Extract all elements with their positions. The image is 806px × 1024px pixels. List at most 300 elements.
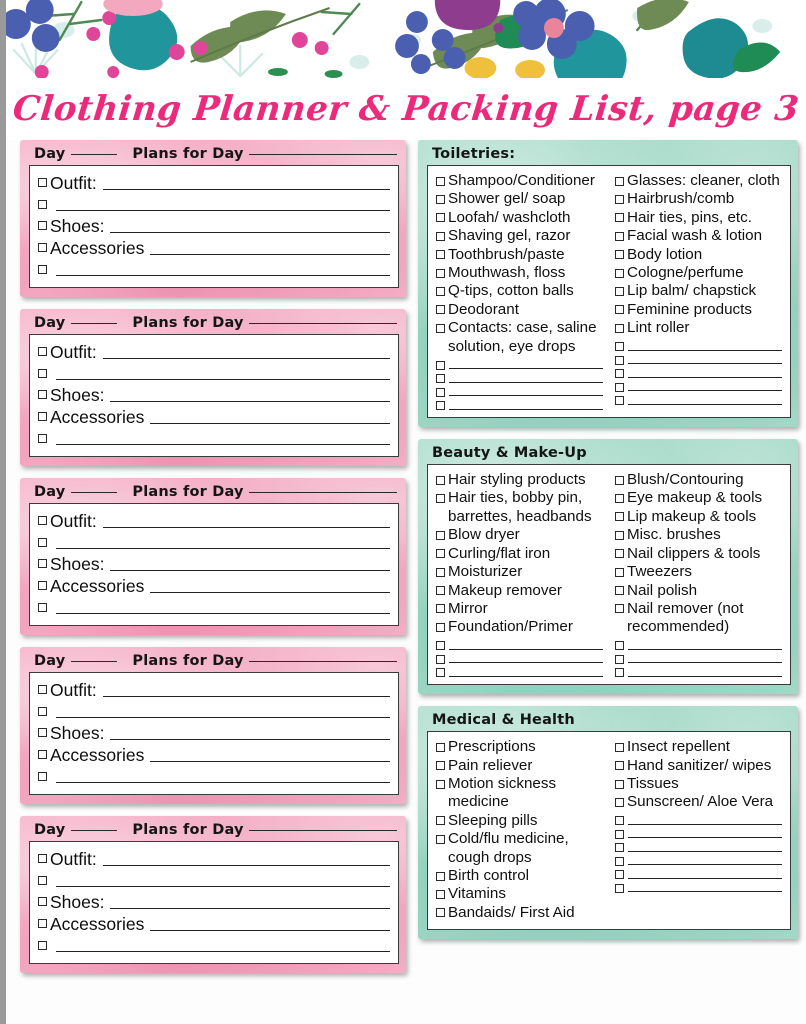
checkbox-icon[interactable] <box>615 843 624 852</box>
list-item-label: Makeup remover <box>448 581 562 599</box>
day-label: Day <box>34 484 66 500</box>
day-card-row[interactable] <box>38 679 390 701</box>
list-item-blank[interactable] <box>436 356 603 370</box>
plans-blank-rule[interactable] <box>249 154 397 155</box>
list-item-label: Nail clippers & tools <box>627 544 761 562</box>
list-item[interactable] <box>615 793 782 811</box>
floral-banner-art <box>6 0 806 78</box>
checkbox-icon[interactable] <box>615 195 624 204</box>
list-item-blank[interactable] <box>615 852 782 866</box>
day-card-row[interactable] <box>38 766 390 787</box>
list-item-label: Lip balm/ chapstick <box>627 282 757 300</box>
list-item[interactable] <box>436 301 603 319</box>
checkbox-icon[interactable] <box>38 200 47 209</box>
day-card-row[interactable] <box>38 237 390 259</box>
list-item-blank[interactable] <box>615 825 782 839</box>
checkbox-icon[interactable] <box>38 390 47 399</box>
write-in-line[interactable] <box>56 194 390 211</box>
day-row-label: Accessories <box>50 914 145 934</box>
list-item[interactable] <box>436 904 603 922</box>
checkbox-icon[interactable] <box>436 213 445 222</box>
list-item[interactable] <box>436 738 603 756</box>
list-item-label: Nail remover (not recommended) <box>627 599 744 636</box>
checkbox-icon[interactable] <box>615 494 624 503</box>
day-card-row[interactable] <box>38 259 390 280</box>
checkbox-icon[interactable] <box>436 623 445 632</box>
checkbox-icon[interactable] <box>38 772 47 781</box>
checkbox-icon[interactable] <box>615 761 624 770</box>
write-in-line[interactable] <box>56 532 390 549</box>
checkbox-icon[interactable] <box>615 604 624 613</box>
checkbox-icon[interactable] <box>615 641 624 650</box>
write-in-line[interactable] <box>56 935 390 952</box>
write-in-line[interactable] <box>150 576 390 593</box>
write-in-line[interactable] <box>56 701 390 718</box>
checkbox-icon[interactable] <box>436 494 445 503</box>
list-item[interactable] <box>436 867 603 885</box>
list-item-label: Body lotion <box>627 245 703 263</box>
write-in-line[interactable] <box>56 870 390 887</box>
list-item[interactable] <box>615 775 782 793</box>
main-content <box>6 140 806 985</box>
day-card-header <box>29 651 399 672</box>
write-in-line[interactable] <box>628 392 782 405</box>
checkbox-icon[interactable] <box>436 177 445 186</box>
checkbox-icon[interactable] <box>615 586 624 595</box>
list-item[interactable] <box>615 471 782 489</box>
day-row-label: Outfit: <box>50 511 97 531</box>
day-card <box>20 309 406 466</box>
checkbox-icon[interactable] <box>615 743 624 752</box>
day-blank-rule[interactable] <box>71 154 117 155</box>
checkbox-icon[interactable] <box>615 287 624 296</box>
day-card-row[interactable] <box>38 428 390 449</box>
checkbox-icon[interactable] <box>615 250 624 259</box>
plans-blank-rule[interactable] <box>249 661 397 662</box>
checkbox-icon[interactable] <box>38 685 47 694</box>
checkbox-icon[interactable] <box>436 908 445 917</box>
checkbox-icon[interactable] <box>38 919 47 928</box>
day-card-row[interactable] <box>38 194 390 215</box>
day-card-row[interactable] <box>38 744 390 766</box>
checkbox-icon[interactable] <box>615 177 624 186</box>
checkbox-icon[interactable] <box>436 586 445 595</box>
write-in-line[interactable] <box>628 812 782 825</box>
write-in-line[interactable] <box>628 825 782 838</box>
day-row-label: Outfit: <box>50 849 97 869</box>
checkbox-icon[interactable] <box>38 538 47 547</box>
checkbox-icon[interactable] <box>615 269 624 278</box>
write-in-line[interactable] <box>110 892 390 909</box>
list-item-blank[interactable] <box>615 637 782 651</box>
day-card-row[interactable] <box>38 532 390 553</box>
list-item-blank[interactable] <box>615 812 782 826</box>
list-item-blank[interactable] <box>615 338 782 352</box>
day-card-body <box>29 672 399 795</box>
checkbox-icon[interactable] <box>615 870 624 879</box>
checkbox-icon[interactable] <box>436 195 445 204</box>
list-item-label: Pain reliever <box>448 756 533 774</box>
write-in-line[interactable] <box>56 259 390 276</box>
day-card-header <box>29 820 399 841</box>
checkbox-icon[interactable] <box>436 531 445 540</box>
checkbox-icon[interactable] <box>436 324 445 333</box>
list-item-label: Mirror <box>448 599 488 617</box>
checkbox-icon[interactable] <box>436 476 445 485</box>
checkbox-icon[interactable] <box>436 872 445 881</box>
list-item[interactable] <box>436 600 603 618</box>
write-in-line[interactable] <box>449 383 603 396</box>
checkbox-icon[interactable] <box>615 356 624 365</box>
write-in-line[interactable] <box>103 342 390 359</box>
checkbox-icon[interactable] <box>38 265 47 274</box>
day-card-row[interactable] <box>38 510 390 532</box>
checkbox-icon[interactable] <box>38 941 47 950</box>
write-in-line[interactable] <box>628 879 782 892</box>
checkbox-icon[interactable] <box>436 890 445 899</box>
checkbox-icon[interactable] <box>615 568 624 577</box>
day-card-row[interactable] <box>38 935 390 956</box>
checkbox-icon[interactable] <box>38 854 47 863</box>
write-in-line[interactable] <box>628 866 782 879</box>
checkbox-icon[interactable] <box>436 388 445 397</box>
list-item-label: Prescriptions <box>448 738 536 756</box>
write-in-line[interactable] <box>628 839 782 852</box>
checkbox-icon[interactable] <box>38 412 47 421</box>
checkbox-icon[interactable] <box>436 374 445 383</box>
checkbox-icon[interactable] <box>436 761 445 770</box>
day-row-label: Accessories <box>50 745 145 765</box>
write-in-line[interactable] <box>628 852 782 865</box>
list-item-label: Q-tips, cotton balls <box>448 282 574 300</box>
list-item[interactable] <box>615 301 782 319</box>
plans-label: Plans for Day <box>116 822 244 838</box>
day-card-row[interactable] <box>38 575 390 597</box>
list-item-blank[interactable] <box>436 650 603 664</box>
list-item-label: Blow dryer <box>448 526 520 544</box>
list-item-label: Loofah/ washcloth <box>448 208 571 226</box>
write-in-line[interactable] <box>628 365 782 378</box>
checkbox-icon[interactable] <box>615 476 624 485</box>
list-item-label: Eye makeup & tools <box>627 489 763 507</box>
write-in-line[interactable] <box>103 511 390 528</box>
write-in-line[interactable] <box>56 363 390 380</box>
list-item-label: Hair styling products <box>448 471 586 489</box>
list-item[interactable] <box>615 508 782 526</box>
write-in-line[interactable] <box>628 637 782 650</box>
checkbox-icon[interactable] <box>38 559 47 568</box>
checkbox-icon[interactable] <box>436 568 445 577</box>
plans-blank-rule[interactable] <box>249 830 397 831</box>
list-item[interactable] <box>615 600 782 637</box>
write-in-line[interactable] <box>110 723 390 740</box>
day-blank-rule[interactable] <box>71 830 117 831</box>
packing-lists-column <box>418 140 798 951</box>
day-card <box>20 140 406 297</box>
checkbox-icon[interactable] <box>615 396 624 405</box>
checkbox-icon[interactable] <box>436 743 445 752</box>
list-item-label: Glasses: cleaner, cloth <box>627 172 780 189</box>
write-in-line[interactable] <box>110 554 390 571</box>
day-card-row[interactable] <box>38 597 390 618</box>
day-card-row[interactable] <box>38 172 390 194</box>
write-in-line[interactable] <box>150 238 390 255</box>
checkbox-icon[interactable] <box>615 830 624 839</box>
day-blank-rule[interactable] <box>71 492 117 493</box>
checkbox-icon[interactable] <box>38 897 47 906</box>
list-item[interactable] <box>436 582 603 600</box>
day-card-row[interactable] <box>38 701 390 722</box>
checkbox-icon[interactable] <box>38 516 47 525</box>
list-item-blank[interactable] <box>436 637 603 651</box>
day-card-row[interactable] <box>38 848 390 870</box>
list-item[interactable] <box>615 209 782 227</box>
list-item-label: Insect repellent <box>627 738 730 756</box>
list-item-blank[interactable] <box>436 383 603 397</box>
write-in-line[interactable] <box>150 407 390 424</box>
checkbox-icon[interactable] <box>436 287 445 296</box>
day-card-row[interactable] <box>38 406 390 428</box>
write-in-line[interactable] <box>56 597 390 614</box>
list-item-blank[interactable] <box>615 365 782 379</box>
write-in-line[interactable] <box>103 849 390 866</box>
list-item[interactable] <box>436 246 603 264</box>
list-item-label: Birth control <box>448 867 530 885</box>
checkbox-icon[interactable] <box>436 250 445 259</box>
medical-columns <box>436 738 782 922</box>
write-in-line[interactable] <box>449 370 603 383</box>
list-item[interactable] <box>615 227 782 245</box>
checkbox-icon[interactable] <box>436 780 445 789</box>
checkbox-icon[interactable] <box>38 178 47 187</box>
list-item[interactable] <box>436 775 603 812</box>
write-in-line[interactable] <box>110 216 390 233</box>
day-row-label: Accessories <box>50 238 145 258</box>
checkbox-icon[interactable] <box>38 876 47 885</box>
list-item-blank[interactable] <box>436 370 603 384</box>
checkbox-icon[interactable] <box>615 342 624 351</box>
checkbox-icon[interactable] <box>38 243 47 252</box>
list-item[interactable] <box>436 190 603 208</box>
list-item[interactable] <box>436 757 603 775</box>
checkbox-icon[interactable] <box>436 655 445 664</box>
checkbox-icon[interactable] <box>38 434 47 443</box>
day-card-row[interactable] <box>38 363 390 384</box>
list-item-label: Blush/Contouring <box>627 471 744 489</box>
day-cards-column <box>20 140 406 985</box>
day-card-row[interactable] <box>38 891 390 913</box>
checkbox-icon[interactable] <box>615 531 624 540</box>
write-in-line[interactable] <box>56 428 390 445</box>
checkbox-icon[interactable] <box>38 221 47 230</box>
list-item[interactable] <box>615 282 782 300</box>
medical-body <box>427 731 791 930</box>
day-card-header <box>29 144 399 165</box>
checkbox-icon[interactable] <box>615 798 624 807</box>
plans-label: Plans for Day <box>116 146 244 162</box>
list-item-blank[interactable] <box>436 397 603 411</box>
write-in-line[interactable] <box>628 351 782 364</box>
day-row-label: Outfit: <box>50 173 97 193</box>
write-in-line[interactable] <box>449 637 603 650</box>
list-item-label: Toothbrush/paste <box>448 245 565 263</box>
list-item[interactable] <box>436 526 603 544</box>
list-item-blank[interactable] <box>615 879 782 893</box>
list-item-blank[interactable] <box>436 664 603 678</box>
list-item-label: Moisturizer <box>448 563 523 581</box>
toiletries-body <box>427 165 791 418</box>
write-in-line[interactable] <box>56 766 390 783</box>
write-in-line[interactable] <box>628 338 782 351</box>
list-item[interactable] <box>436 282 603 300</box>
checkbox-icon[interactable] <box>615 816 624 825</box>
list-item[interactable] <box>436 319 603 356</box>
checkbox-icon[interactable] <box>38 603 47 612</box>
list-item-blank[interactable] <box>615 664 782 678</box>
list-item-label: Contacts: case, saline solution, eye drops <box>448 319 597 355</box>
checkbox-icon[interactable] <box>436 232 445 241</box>
list-item-blank[interactable] <box>615 839 782 853</box>
day-card <box>20 816 406 973</box>
list-item-label: Sunscreen/ Aloe Vera <box>627 793 774 811</box>
list-item[interactable] <box>436 830 603 867</box>
checkbox-icon[interactable] <box>615 213 624 222</box>
list-item[interactable] <box>615 582 782 600</box>
list-item[interactable] <box>436 812 603 830</box>
plans-blank-rule[interactable] <box>249 323 397 324</box>
list-item-label: Hair ties, bobby pin, barrettes, headbands <box>448 489 592 525</box>
list-item[interactable] <box>436 489 603 526</box>
medical-right-column <box>615 738 782 922</box>
list-item[interactable] <box>615 563 782 581</box>
beauty-body <box>427 464 791 685</box>
write-in-line[interactable] <box>449 356 603 369</box>
write-in-line[interactable] <box>449 650 603 663</box>
list-item[interactable] <box>436 885 603 903</box>
checkbox-icon[interactable] <box>615 369 624 378</box>
list-item[interactable] <box>436 209 603 227</box>
list-item[interactable] <box>436 227 603 245</box>
day-row-label: Accessories <box>50 576 145 596</box>
checkbox-icon[interactable] <box>436 816 445 825</box>
checkbox-icon[interactable] <box>436 361 445 370</box>
day-row-label: Shoes: <box>50 723 105 743</box>
checkbox-icon[interactable] <box>615 383 624 392</box>
checkbox-icon[interactable] <box>38 369 47 378</box>
list-item[interactable] <box>615 738 782 756</box>
checkbox-icon[interactable] <box>436 549 445 558</box>
list-item[interactable] <box>615 190 782 208</box>
list-item[interactable] <box>615 172 782 190</box>
day-card-header <box>29 313 399 334</box>
medical-card <box>418 706 798 939</box>
plans-blank-rule[interactable] <box>249 492 397 493</box>
list-item-label: Motion sickness medicine <box>448 775 557 811</box>
write-in-line[interactable] <box>628 664 782 677</box>
checkbox-icon[interactable] <box>615 549 624 558</box>
list-item-blank[interactable] <box>615 351 782 365</box>
list-item[interactable] <box>615 545 782 563</box>
day-card-row[interactable] <box>38 384 390 406</box>
day-blank-rule[interactable] <box>71 661 117 662</box>
write-in-line[interactable] <box>449 664 603 677</box>
checkbox-icon[interactable] <box>38 728 47 737</box>
write-in-line[interactable] <box>628 650 782 663</box>
list-item[interactable] <box>436 618 603 636</box>
list-item-blank[interactable] <box>615 378 782 392</box>
day-card-row[interactable] <box>38 722 390 744</box>
checkbox-icon[interactable] <box>38 581 47 590</box>
checkbox-icon[interactable] <box>436 668 445 677</box>
beauty-card <box>418 439 798 694</box>
checkbox-icon[interactable] <box>436 401 445 410</box>
checkbox-icon[interactable] <box>615 232 624 241</box>
day-row-label: Outfit: <box>50 342 97 362</box>
list-item[interactable] <box>436 172 603 190</box>
day-label: Day <box>34 822 66 838</box>
list-item[interactable] <box>615 264 782 282</box>
list-item[interactable] <box>615 489 782 507</box>
write-in-line[interactable] <box>449 397 603 410</box>
list-item-blank[interactable] <box>615 866 782 880</box>
write-in-line[interactable] <box>150 745 390 762</box>
checkbox-icon[interactable] <box>615 884 624 893</box>
list-item-label: Hand sanitizer/ wipes <box>627 756 772 774</box>
list-item[interactable] <box>615 757 782 775</box>
list-item[interactable] <box>615 246 782 264</box>
write-in-line[interactable] <box>110 385 390 402</box>
checkbox-icon[interactable] <box>38 707 47 716</box>
list-item[interactable] <box>436 471 603 489</box>
checkbox-icon[interactable] <box>615 305 624 314</box>
checkbox-icon[interactable] <box>615 668 624 677</box>
plans-label: Plans for Day <box>116 484 244 500</box>
checkbox-icon[interactable] <box>615 324 624 333</box>
day-row-label: Outfit: <box>50 680 97 700</box>
write-in-line[interactable] <box>150 914 390 931</box>
list-item[interactable] <box>436 563 603 581</box>
list-item-blank[interactable] <box>615 650 782 664</box>
list-item[interactable] <box>436 545 603 563</box>
checkbox-icon[interactable] <box>38 750 47 759</box>
checkbox-icon[interactable] <box>615 780 624 789</box>
day-card-row[interactable] <box>38 341 390 363</box>
day-card-row[interactable] <box>38 553 390 575</box>
write-in-line[interactable] <box>628 378 782 391</box>
day-card-row[interactable] <box>38 870 390 891</box>
list-item-label: Sleeping pills <box>448 811 538 829</box>
checkbox-icon[interactable] <box>615 857 624 866</box>
checkbox-icon[interactable] <box>436 641 445 650</box>
list-item-blank[interactable] <box>615 392 782 406</box>
checkbox-icon[interactable] <box>436 604 445 613</box>
checkbox-icon[interactable] <box>615 655 624 664</box>
write-in-line[interactable] <box>103 173 390 190</box>
checkbox-icon[interactable] <box>436 305 445 314</box>
page-title-wrap <box>6 78 806 140</box>
day-blank-rule[interactable] <box>71 323 117 324</box>
checkbox-icon[interactable] <box>436 269 445 278</box>
day-card-row[interactable] <box>38 215 390 237</box>
checkbox-icon[interactable] <box>436 835 445 844</box>
checkbox-icon[interactable] <box>615 512 624 521</box>
list-item[interactable] <box>615 526 782 544</box>
day-card-row[interactable] <box>38 913 390 935</box>
list-item[interactable] <box>436 264 603 282</box>
checkbox-icon[interactable] <box>38 347 47 356</box>
write-in-line[interactable] <box>103 680 390 697</box>
list-item[interactable] <box>615 319 782 337</box>
